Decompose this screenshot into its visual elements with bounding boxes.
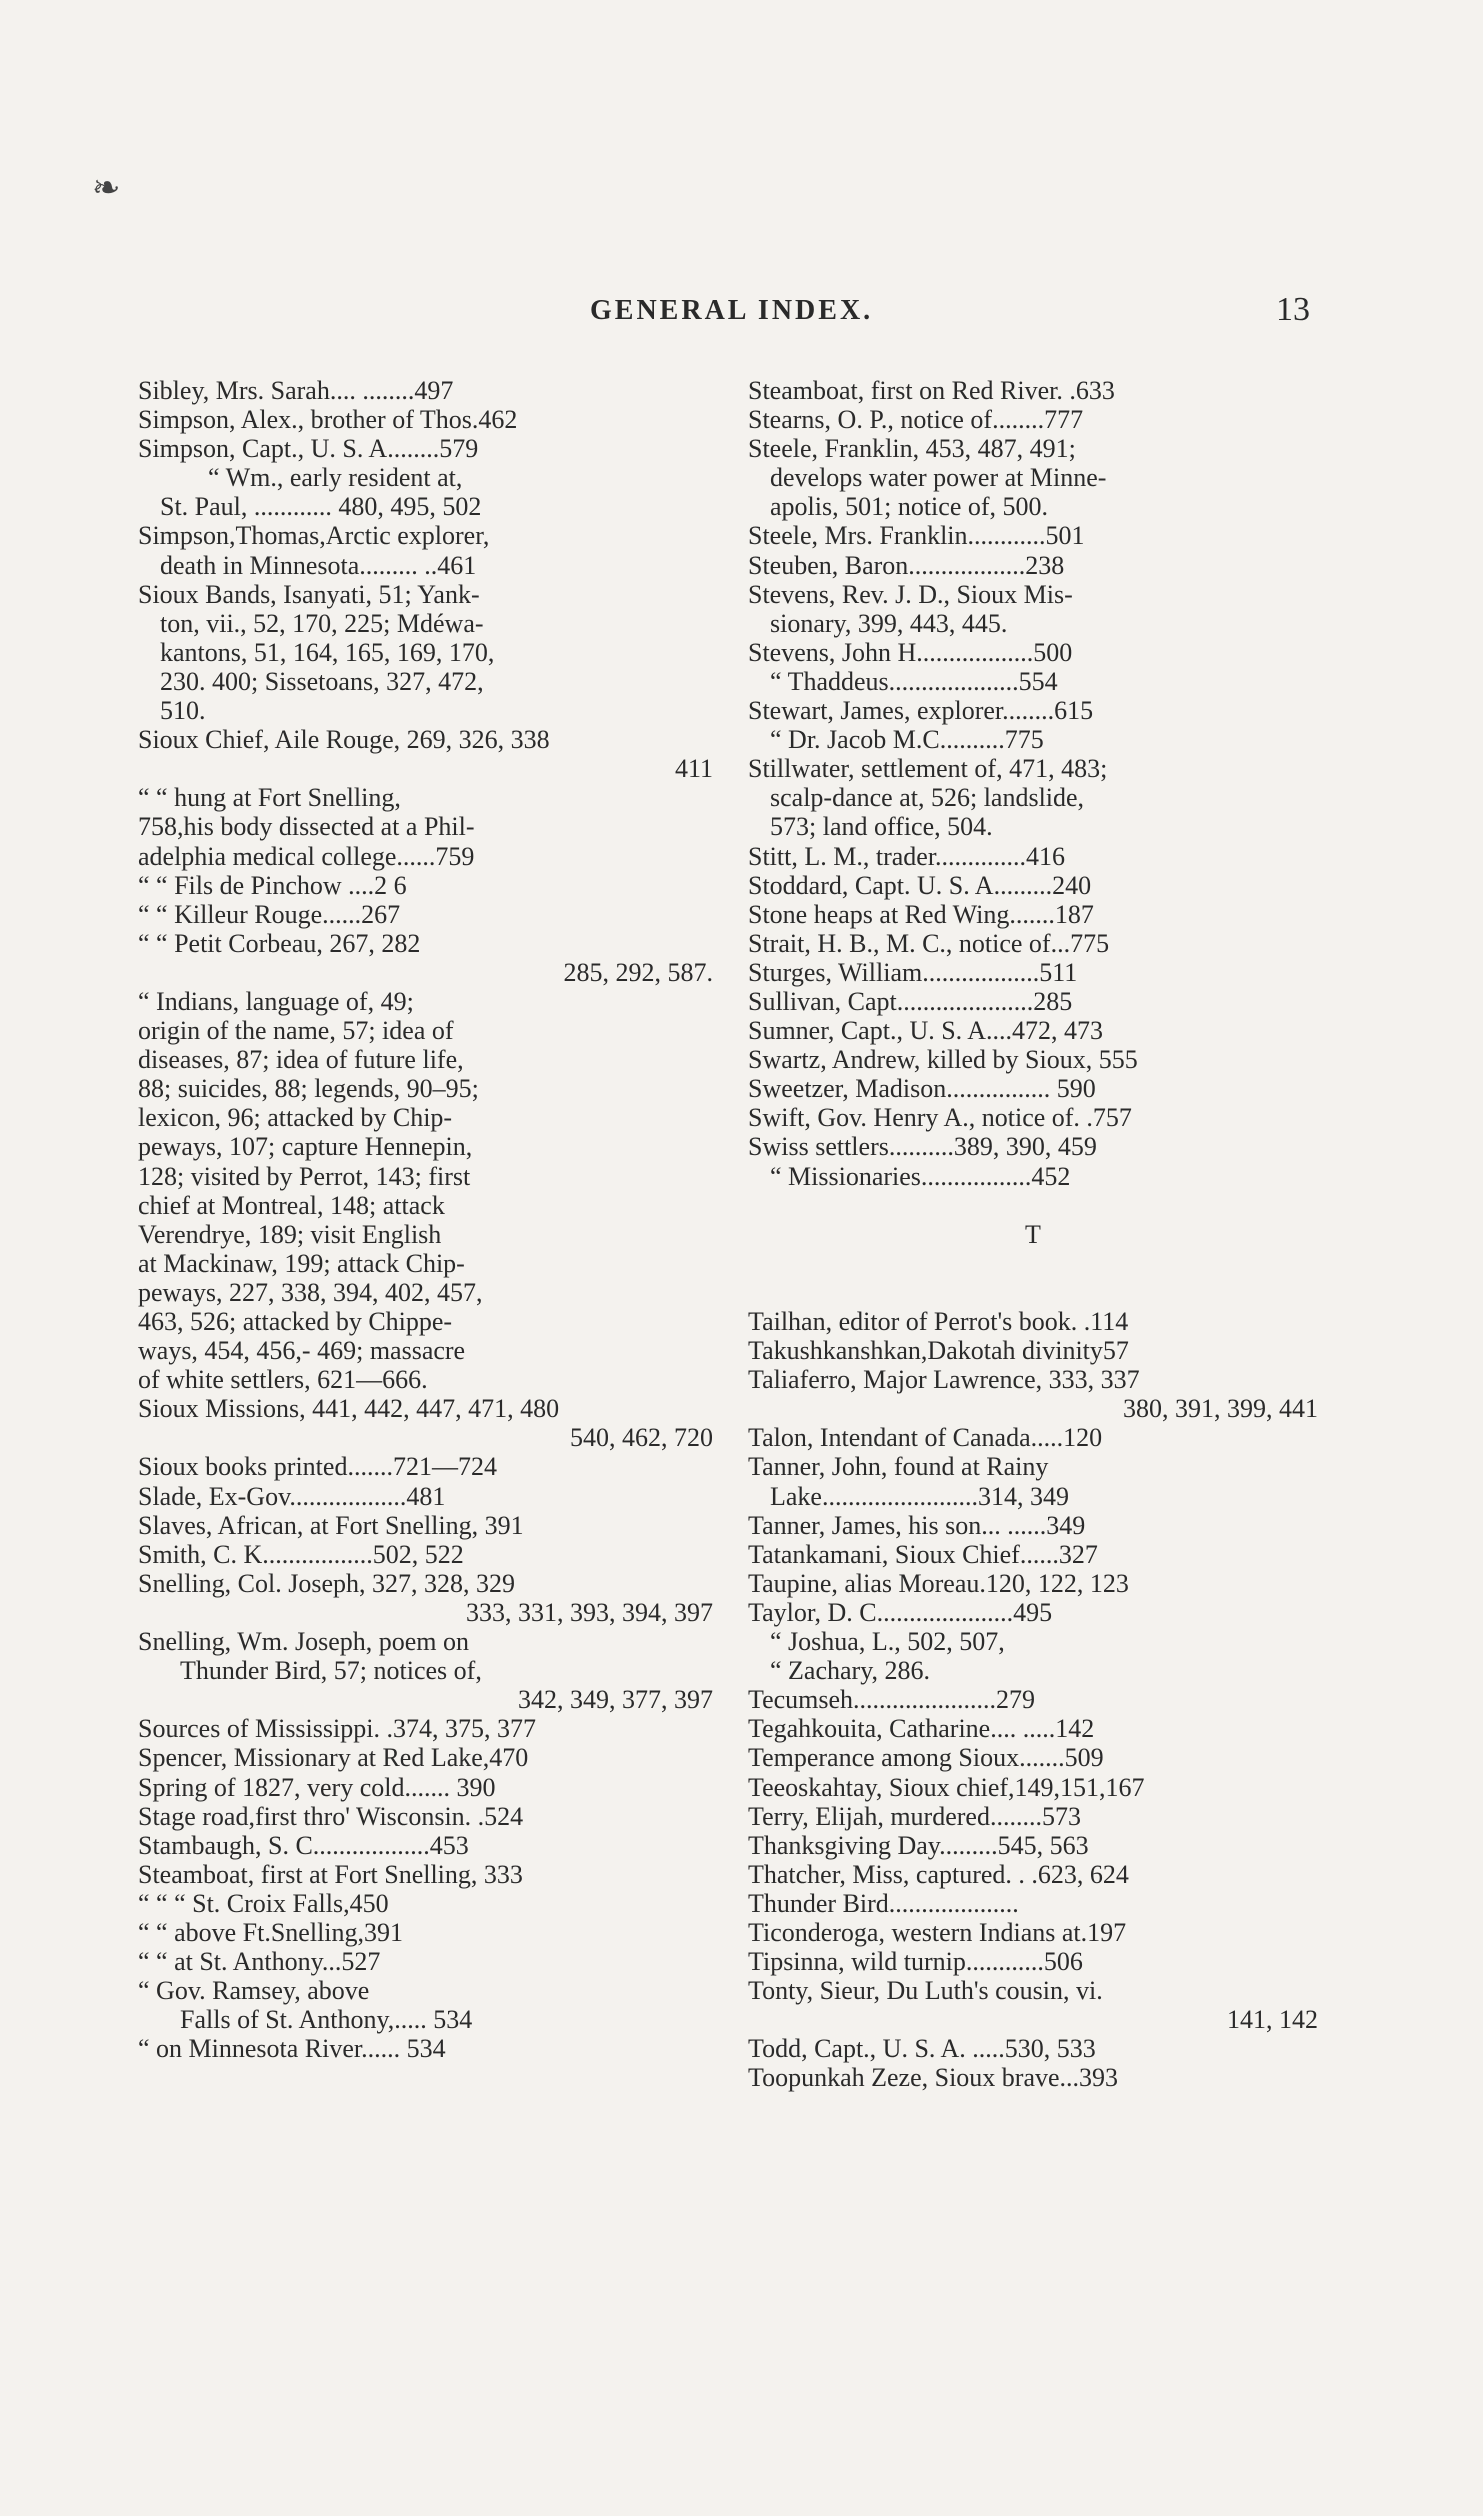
index-entry-line: Sources of Mississippi. .374, 375, 377: [138, 1714, 536, 1744]
index-column-right: [748, 376, 1318, 2093]
index-entry-line: kantons, 51, 164, 165, 169, 170,: [160, 637, 495, 667]
index-entry-line: St. Paul, ............ 480, 495, 502: [160, 492, 482, 522]
index-entry-line: Sullivan, Capt.....................285: [748, 986, 1073, 1016]
index-entry-line: Stearns, O. P., notice of........777: [748, 405, 1084, 435]
index-entry-line: Verendrye, 189; visit English: [138, 1219, 442, 1249]
index-entry-line: Tailhan, editor of Perrot's book. .114: [748, 1307, 1129, 1336]
index-entry-line: Ticonderoga, western Indians at.197: [748, 1917, 1127, 1947]
index-entry-line: “ Zachary, 286.: [770, 1656, 931, 1686]
index-entry-line: Sioux books printed.......721—724: [138, 1452, 497, 1482]
index-entry-line: ways, 454, 456,- 469; massacre: [138, 1336, 466, 1366]
index-entry-line: Todd, Capt., U. S. A. .....530, 533: [748, 2034, 1096, 2064]
index-entry-line: Stambaugh, S. C..................453: [138, 1830, 469, 1860]
index-entry-line: Thunder Bird, 57; notices of,: [180, 1656, 482, 1686]
index-column-left: [138, 376, 713, 2063]
index-entry-line: Toopunkah Zeze, Sioux brave...393: [748, 2063, 1119, 2093]
index-entry-line: Temperance among Sioux.......509: [748, 1743, 1104, 1773]
index-entry-line: Talon, Intendant of Canada.....120: [748, 1423, 1103, 1453]
index-entry-line: Simpson, Capt., U. S. A........579: [138, 434, 479, 464]
index-entry-line: Thanksgiving Day.........545, 563: [748, 1830, 1089, 1860]
index-entry-line: [748, 1191, 1318, 1220]
index-entry-line: apolis, 501; notice of, 500.: [770, 492, 1049, 522]
index-entry-line: Taliaferro, Major Lawrence, 333, 337: [748, 1365, 1140, 1395]
index-entry-line: Simpson, Alex., brother of Thos.462: [138, 405, 518, 435]
index-entry-line: Stitt, L. M., trader..............416: [748, 841, 1066, 871]
index-entry-line: Thunder Bird....................: [748, 1888, 1019, 1918]
index-entry-line: T: [1025, 1219, 1041, 1249]
index-entry-line: “ “ Killeur Rouge......267: [138, 899, 401, 929]
index-entry-line: Falls of St. Anthony,..... 534: [180, 2005, 473, 2035]
index-entry-line: Terry, Elijah, murdered........573: [748, 1801, 1081, 1831]
index-entry-line: “ “ “ St. Croix Falls,450: [138, 1888, 389, 1918]
index-entry-line: 342, 349, 377, 397: [518, 1685, 713, 1715]
index-entry-line: “ Gov. Ramsey, above: [138, 1976, 370, 2006]
index-entry-line: Slade, Ex-Gov..................481: [138, 1481, 446, 1511]
index-entry-line: Tanner, James, his son... ......349: [748, 1510, 1086, 1540]
index-entry-line: Takushkanshkan,Dakotah divinity57: [748, 1336, 1129, 1366]
running-title: GENERAL INDEX.: [590, 295, 874, 326]
index-entry-line: “ Wm., early resident at,: [208, 463, 463, 493]
index-entry-line: Steuben, Baron..................238: [748, 550, 1065, 580]
index-entry-line: Steele, Franklin, 453, 487, 491;: [748, 434, 1076, 464]
index-entry-line: “ Indians, language of, 49;: [138, 986, 414, 1016]
index-entry-line: Stone heaps at Red Wing.......187: [748, 899, 1094, 929]
index-entry-line: Tecumseh......................279: [748, 1685, 1036, 1715]
index-entry-line: Slaves, African, at Fort Snelling, 391: [138, 1510, 524, 1540]
index-entry-line: Steamboat, first at Fort Snelling, 333: [138, 1859, 523, 1889]
index-entry-line: at Mackinaw, 199; attack Chip-: [138, 1248, 465, 1278]
index-entry-line: lexicon, 96; attacked by Chip-: [138, 1103, 453, 1133]
index-entry-line: Stevens, John H..................500: [748, 637, 1073, 667]
index-entry-line: Snelling, Col. Joseph, 327, 328, 329: [138, 1568, 516, 1598]
index-entry-line: [748, 1249, 1318, 1278]
index-entry-line: Snelling, Wm. Joseph, poem on: [138, 1627, 470, 1657]
index-entry-line: Teeoskahtay, Sioux chief,149,151,167: [748, 1772, 1145, 1802]
index-entry-line: Swift, Gov. Henry A., notice of. .757: [748, 1103, 1132, 1133]
index-entry-line: death in Minnesota......... ..461: [160, 550, 477, 580]
index-entry-line: Stoddard, Capt. U. S. A.........240: [748, 870, 1092, 900]
printer-mark: ❧: [92, 170, 121, 207]
index-entry-line: chief at Montreal, 148; attack: [138, 1190, 445, 1220]
index-entry-line: ton, vii., 52, 170, 225; Mdéwa-: [160, 608, 484, 638]
index-entry-line: Sioux Chief, Aile Rouge, 269, 326, 338: [138, 725, 550, 755]
index-entry-line: Lake........................314, 349: [770, 1481, 1069, 1511]
index-entry-line: Swiss settlers..........389, 390, 459: [748, 1132, 1097, 1162]
index-entry-line: Stage road,first thro' Wisconsin. .524: [138, 1801, 524, 1831]
index-entry-line: Taupine, alias Moreau.120, 122, 123: [748, 1568, 1129, 1598]
index-entry-line: Stewart, James, explorer........615: [748, 696, 1094, 726]
page-header: [590, 291, 1310, 335]
index-entry-line: 463, 526; attacked by Chippe-: [138, 1307, 453, 1336]
index-entry-line: Smith, C. K.................502, 522: [138, 1539, 464, 1569]
index-entry-line: Sibley, Mrs. Sarah.... ........497: [138, 376, 454, 405]
index-entry-line: [748, 1278, 1318, 1307]
index-entry-line: “ “ hung at Fort Snelling,: [138, 783, 401, 813]
index-entry-line: Tegahkouita, Catharine.... .....142: [748, 1714, 1095, 1744]
index-entry-line: sionary, 399, 443, 445.: [770, 608, 1008, 638]
index-entry-line: 411: [674, 754, 713, 784]
index-entry-line: “ on Minnesota River...... 534: [138, 2034, 446, 2064]
index-entry-line: “ “ above Ft.Snelling,391: [138, 1917, 404, 1947]
index-entry-line: “ “ at St. Anthony...527: [138, 1947, 381, 1977]
index-entry-line: adelphia medical college......759: [138, 841, 475, 871]
index-entry-line: Sturges, William..................511: [748, 957, 1078, 987]
index-entry-line: “ Thaddeus....................554: [770, 666, 1058, 696]
index-entry-line: “ “ Petit Corbeau, 267, 282: [138, 928, 421, 958]
index-entry-line: Spencer, Missionary at Red Lake,470: [138, 1743, 529, 1773]
index-entry-line: 380, 391, 399, 441: [1123, 1394, 1318, 1424]
index-entry-line: Sioux Bands, Isanyati, 51; Yank-: [138, 579, 480, 609]
index-entry-line: 573; land office, 504.: [770, 812, 993, 842]
index-entry-line: diseases, 87; idea of future life,: [138, 1045, 464, 1075]
index-entry-line: “ Missionaries.................452: [770, 1161, 1071, 1191]
index-entry-line: peways, 227, 338, 394, 402, 457,: [138, 1277, 483, 1307]
index-entry-line: Sumner, Capt., U. S. A....472, 473: [748, 1016, 1104, 1046]
page-number: 13: [1276, 291, 1310, 328]
index-entry-line: 128; visited by Perrot, 143; first: [138, 1161, 471, 1191]
index-entry-line: “ Joshua, L., 502, 507,: [770, 1627, 1005, 1657]
index-entry-line: 285, 292, 587.: [563, 957, 713, 987]
index-entry-line: Taylor, D. C.....................495: [748, 1597, 1053, 1627]
index-entry-line: 510.: [160, 696, 206, 726]
index-entry-line: Simpson,Thomas,Arctic explorer,: [138, 521, 490, 551]
index-entry-line: 540, 462, 720: [570, 1423, 713, 1453]
index-entry-line: Steamboat, first on Red River. .633: [748, 376, 1115, 405]
index-entry-line: “ “ Fils de Pinchow ....2 6: [138, 870, 407, 900]
index-entry-line: “ Dr. Jacob M.C..........775: [770, 725, 1044, 755]
index-entry-line: Tatankamani, Sioux Chief......327: [748, 1539, 1098, 1569]
index-entry-line: Steele, Mrs. Franklin............501: [748, 521, 1085, 551]
index-entry-line: 141, 142: [1227, 2005, 1318, 2035]
index-entry-line: Tonty, Sieur, Du Luth's cousin, vi.: [748, 1976, 1103, 2006]
index-entry-line: Swartz, Andrew, killed by Sioux, 555: [748, 1045, 1138, 1075]
index-entry-line: Spring of 1827, very cold....... 390: [138, 1772, 496, 1802]
index-entry-line: Sioux Missions, 441, 442, 447, 471, 480: [138, 1394, 560, 1424]
index-entry-line: scalp-dance at, 526; landslide,: [770, 783, 1085, 813]
index-entry-line: Tanner, John, found at Rainy: [748, 1452, 1049, 1482]
index-entry-line: Stillwater, settlement of, 471, 483;: [748, 754, 1108, 784]
index-entry-line: 758,his body dissected at a Phil-: [138, 812, 475, 842]
index-entry-line: origin of the name, 57; idea of: [138, 1016, 454, 1046]
index-entry-line: 230. 400; Sissetoans, 327, 472,: [160, 666, 484, 696]
index-entry-line: Thatcher, Miss, captured. . .623, 624: [748, 1859, 1129, 1889]
index-entry-line: 333, 331, 393, 394, 397: [466, 1597, 713, 1627]
index-entry-line: of white settlers, 621—666.: [138, 1365, 428, 1395]
index-entry-line: Tipsinna, wild turnip............506: [748, 1947, 1083, 1977]
index-entry-line: peways, 107; capture Hennepin,: [138, 1132, 473, 1162]
index-entry-line: Strait, H. B., M. C., notice of...775: [748, 928, 1110, 958]
index-entry-line: Stevens, Rev. J. D., Sioux Mis-: [748, 579, 1073, 609]
index-entry-line: develops water power at Minne-: [770, 463, 1107, 493]
index-entry-line: 88; suicides, 88; legends, 90–95;: [138, 1074, 479, 1104]
index-entry-line: Sweetzer, Madison................ 590: [748, 1074, 1096, 1104]
